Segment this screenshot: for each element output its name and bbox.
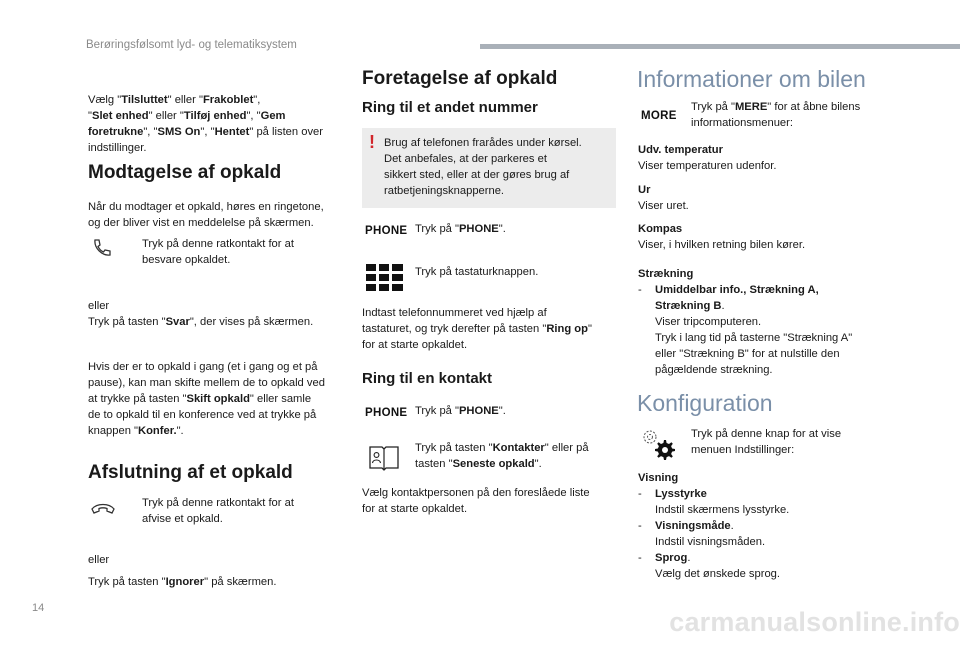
more-button-icon: MORE bbox=[641, 110, 677, 122]
info-item-compass: Kompas Viser, i hvilken retning bilen kører. bbox=[638, 223, 806, 251]
contacts-book-icon bbox=[368, 444, 400, 472]
subheading-call-contact: Ring til en kontakt bbox=[362, 370, 493, 387]
more-instruction: Tryk på "MERE" for at åbne bilens informationsmenuer: bbox=[691, 101, 861, 129]
info-item-clock: Ur Viser uret. bbox=[638, 184, 689, 212]
heading-receive-call: Modtagelse af opkald bbox=[88, 162, 282, 183]
warning-text: Brug af telefonen frarådes under kørsel. Det anbefales, at der parkeres et sikkert sted, eller at der gøres brug af ratbetjeningsknapperne. bbox=[384, 137, 582, 197]
phone-answer-icon bbox=[90, 236, 114, 260]
header-bar bbox=[480, 44, 960, 49]
ignore-text: Tryk på tasten "Ignorer" på skærmen. bbox=[88, 576, 277, 588]
settings-instruction: Tryk på denne knap for at vise menuen Indstillinger: bbox=[691, 428, 842, 456]
display-settings: Visning - Lysstyrke Indstil skærmens lysstyrke. - Visningsmåde. Indstil visningsmåden. - Sprog. Vælg det ønskede sprog. bbox=[638, 470, 878, 582]
step-press-contacts: Tryk på tasten "Kontakter" eller på tasten "Seneste opkald". bbox=[415, 442, 589, 470]
heading-vehicle-info: Informationer om bilen bbox=[637, 66, 866, 92]
heading-end-call: Afslutning af et opkald bbox=[88, 462, 293, 483]
display-entry-mode: - Visningsmåde. Indstil visningsmåden. bbox=[638, 520, 766, 548]
info-item-trip: Strækning - Umiddelbar info., Strækning A, Strækning B. Viser tripcomputeren. Tryk i lang tid på tasterne "Strækning A" eller "Strækning B" for at nulstille den pågældende strækning. bbox=[638, 268, 853, 376]
step-press-phone-2: Tryk på "PHONE". bbox=[415, 405, 506, 417]
step-press-phone: Tryk på "PHONE". bbox=[415, 223, 506, 235]
warning-box bbox=[362, 128, 616, 208]
reject-instruction: Tryk på denne ratkontakt for at afvise et opkald. bbox=[142, 497, 294, 525]
info-item-temperature: Udv. temperatur Viser temperaturen udenfor. bbox=[638, 144, 777, 172]
answer-alt-text: Tryk på tasten "Svar", der vises på skærmen. bbox=[88, 316, 314, 328]
intro-paragraph: Vælg "Tilsluttet" eller "Frakoblet", "Slet enhed" eller "Tilføj enhed", "Gem foretrukne", "SMS On", "Hentet" på listen over indstillinger. bbox=[88, 94, 323, 154]
heading-configuration: Konfiguration bbox=[637, 390, 773, 416]
page-number: 14 bbox=[32, 602, 45, 614]
step-press-keypad: Tryk på tastaturknappen. bbox=[415, 266, 539, 278]
dial-paragraph: Indtast telefonnummeret ved hjælp af tastaturet, og tryk derefter på tasten "Ring op" for at starte opkaldet. bbox=[362, 307, 592, 351]
phone-button-icon-2: PHONE bbox=[365, 407, 408, 419]
display-entry-language: - Sprog. Vælg det ønskede sprog. bbox=[638, 552, 780, 580]
answer-instruction: Tryk på denne ratkontakt for at besvare opkaldet. bbox=[142, 238, 294, 266]
or-text-2: eller bbox=[88, 554, 110, 566]
display-entry-brightness: - Lysstyrke Indstil skærmens lysstyrke. bbox=[638, 488, 790, 516]
receive-paragraph: Når du modtager et opkald, høres en ringetone, og der bliver vist en meddelelse på skærmen. bbox=[88, 201, 324, 229]
or-text: eller bbox=[88, 300, 110, 312]
heading-make-call: Foretagelse af opkald bbox=[362, 68, 558, 89]
running-header: Berøringsfølsomt lyd- og telematiksystem bbox=[86, 39, 297, 51]
phone-button-icon: PHONE bbox=[365, 225, 408, 237]
choose-contact-paragraph: Vælg kontaktpersonen på den foreslåede liste for at starte opkaldet. bbox=[362, 487, 590, 515]
warning-icon: ! bbox=[369, 132, 375, 152]
subheading-call-number: Ring til et andet nummer bbox=[362, 99, 538, 116]
phone-hangup-icon bbox=[90, 497, 116, 519]
settings-gear-icon bbox=[638, 426, 676, 462]
two-calls-paragraph: Hvis der er to opkald i gang (et i gang og et på pause), kan man skifte mellem de to opkald ved at trykke på tasten "Skift opkald" eller samle de to opkald til en konference ved at trykke på knappen "Konfer.". bbox=[88, 361, 325, 437]
keypad-icon bbox=[366, 264, 403, 291]
watermark: carmanualsonline.info bbox=[669, 607, 960, 637]
